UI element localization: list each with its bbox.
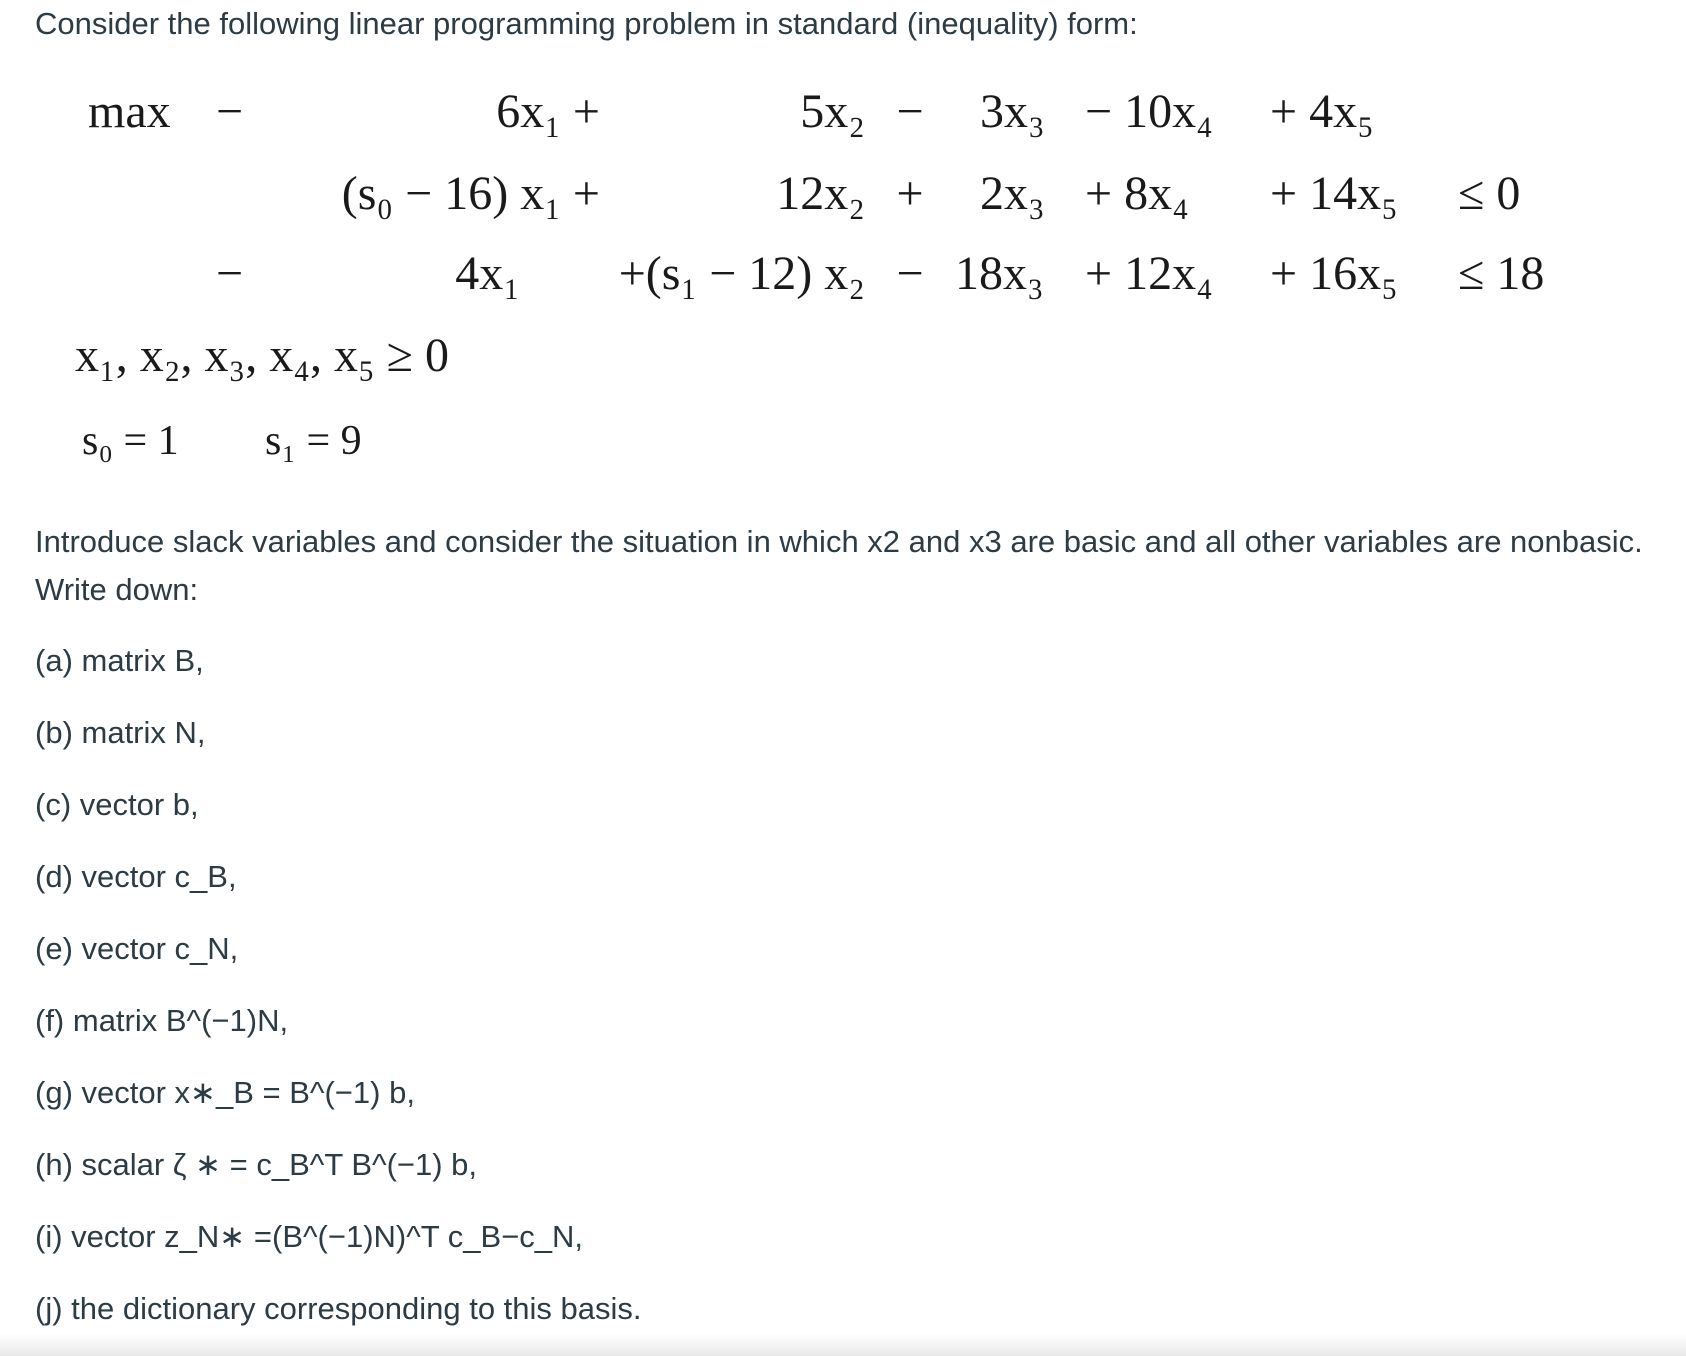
constraint1-term-x3: 2x₃ bbox=[980, 167, 1045, 220]
nonnegativity-constraint: x₁, x₂, x₃, x₄, x₅ ≥ 0 bbox=[75, 329, 450, 382]
constraint1-term-x4: + 8x₄ bbox=[1085, 167, 1189, 220]
constraint1-term-x5: + 14x₅ bbox=[1270, 167, 1398, 220]
item-e: (e) vector c_N, bbox=[35, 931, 239, 966]
intro-text: Consider the following linear programming problem in standard (inequality) form: bbox=[35, 6, 1138, 41]
parameter-s1: s₁ = 9 bbox=[265, 418, 362, 464]
item-g: (g) vector x∗_B = B^(−1) b, bbox=[35, 1075, 415, 1110]
objective-term-x2: 5x₂ bbox=[800, 85, 865, 138]
objective-term-x3-sign: − bbox=[896, 85, 924, 138]
constraint2-term-x2: +(s₁ − 12) x₂ bbox=[618, 247, 865, 300]
objective-term-sign: − bbox=[216, 85, 244, 138]
constraint2-term-x1: 4x₁ bbox=[455, 247, 520, 300]
item-d: (d) vector c_B, bbox=[35, 859, 237, 894]
constraint1-term-x1: (s₀ − 16) x₁ + bbox=[341, 167, 600, 220]
objective-term-x1: 6x₁ + bbox=[496, 85, 600, 138]
item-b: (b) matrix N, bbox=[35, 715, 206, 750]
instruction-line-2: Write down: bbox=[35, 572, 199, 607]
constraint1-rhs: ≤ 0 bbox=[1458, 167, 1521, 220]
parameter-s0: s₀ = 1 bbox=[82, 418, 179, 464]
constraint2-rhs: ≤ 18 bbox=[1458, 247, 1545, 300]
item-i: (i) vector z_N∗ =(B^(−1)N)^T c_B−c_N, bbox=[35, 1219, 584, 1254]
objective-term-x4: − 10x₄ bbox=[1085, 85, 1213, 138]
constraint2-term-x4: + 12x₄ bbox=[1085, 247, 1213, 300]
constraint2-sign: − bbox=[216, 247, 244, 300]
item-c: (c) vector b, bbox=[35, 787, 199, 822]
item-j: (j) the dictionary corresponding to this basis. bbox=[35, 1291, 642, 1326]
constraint1-term-x3-sign: + bbox=[896, 167, 924, 220]
constraint2-term-x3: 18x₃ bbox=[955, 247, 1044, 300]
item-f: (f) matrix B^(−1)N, bbox=[35, 1003, 289, 1038]
instruction-line-1: Introduce slack variables and consider the situation in which x2 and x3 are basic and all other variables are nonbasic. bbox=[35, 524, 1643, 559]
objective-max-label: max bbox=[88, 85, 171, 138]
item-a: (a) matrix B, bbox=[35, 643, 204, 678]
constraint2-term-x5: + 16x₅ bbox=[1270, 247, 1398, 300]
constraint2-term-x3-sign: − bbox=[896, 247, 924, 300]
item-h: (h) scalar ζ ∗ = c_B^T B^(−1) b, bbox=[35, 1147, 478, 1182]
objective-term-x5: + 4x₅ bbox=[1270, 85, 1374, 138]
constraint1-term-x2: 12x₂ bbox=[776, 167, 865, 220]
objective-term-x3: 3x₃ bbox=[980, 85, 1045, 138]
bottom-fade bbox=[0, 1334, 1686, 1356]
